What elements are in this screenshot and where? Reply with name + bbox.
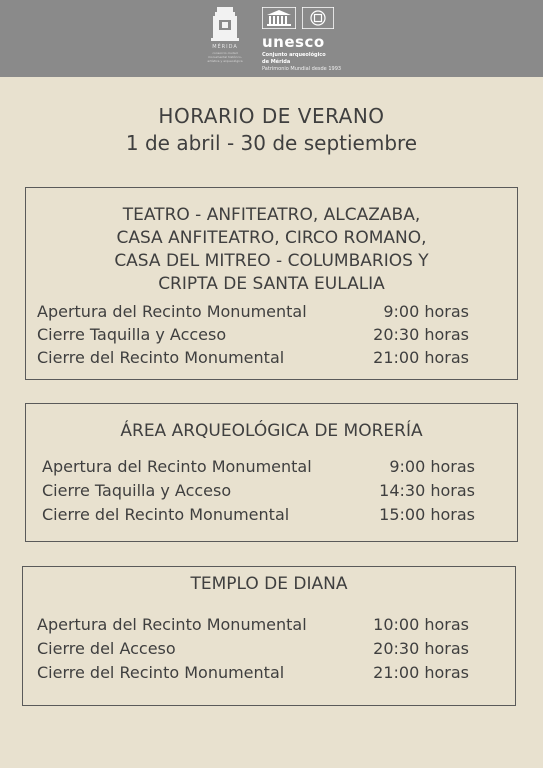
- section-title-line: CASA ANFITEATRO, CIRCO ROMANO,: [116, 228, 427, 248]
- section-title-line: TEATRO - ANFITEATRO, ALCAZABA,: [122, 205, 421, 225]
- section-title: TEMPLO DE DIANA: [190, 574, 348, 594]
- unesco-temple-icon: [262, 7, 296, 29]
- world-heritage-emblem-icon: [302, 7, 334, 29]
- schedule-label: Cierre Taquilla y Acceso: [42, 481, 232, 500]
- header-bar: [0, 0, 543, 77]
- schedule-label: Cierre Taquilla y Acceso: [37, 325, 227, 344]
- merida-subtitle: consorcio ciudad monumental histórico-artística y arqueológica: [207, 51, 243, 63]
- page-title: HORARIO DE VERANO: [158, 104, 385, 128]
- unesco-caption-line1: Conjunto arqueológico: [262, 52, 326, 58]
- unesco-caption-line2: de Mérida: [262, 59, 291, 65]
- schedule-label: Apertura del Recinto Monumental: [37, 615, 307, 634]
- schedule-time: 21:00 horas: [373, 348, 469, 367]
- schedule-time: 10:00 horas: [373, 615, 469, 634]
- schedule-label: Cierre del Acceso: [37, 639, 176, 658]
- section-teatro: [25, 187, 518, 380]
- schedule-label: Cierre del Recinto Monumental: [37, 348, 285, 367]
- section-templo-diana: [22, 566, 516, 706]
- unesco-wordmark: unesco: [262, 33, 325, 51]
- schedule-label: Apertura del Recinto Monumental: [42, 457, 312, 476]
- merida-name: MÉRIDA: [212, 44, 238, 50]
- schedule-time: 20:30 horas: [373, 325, 469, 344]
- schedule-label: Cierre del Recinto Monumental: [42, 505, 290, 524]
- schedule-time: 9:00 horas: [383, 302, 469, 321]
- schedule-time: 15:00 horas: [379, 505, 475, 524]
- schedule-time: 21:00 horas: [373, 663, 469, 682]
- section-moreria: [25, 403, 518, 542]
- section-title: ÁREA ARQUEOLÓGICA DE MORERÍA: [120, 421, 423, 441]
- schedule-label: Apertura del Recinto Monumental: [37, 302, 307, 321]
- schedule-label: Cierre del Recinto Monumental: [37, 663, 285, 682]
- unesco-caption-line3: Patrimonio Mundial desde 1993: [262, 66, 342, 72]
- section-title-line: CASA DEL MITREO - COLUMBARIOS Y: [114, 251, 429, 271]
- date-range: 1 de abril - 30 de septiembre: [125, 131, 418, 155]
- schedule-time: 14:30 horas: [379, 481, 475, 500]
- merida-logo-icon: [205, 4, 245, 74]
- section-title-line: CRIPTA DE SANTA EULALIA: [158, 274, 385, 294]
- schedule-time: 9:00 horas: [389, 457, 475, 476]
- schedule-time: 20:30 horas: [373, 639, 469, 658]
